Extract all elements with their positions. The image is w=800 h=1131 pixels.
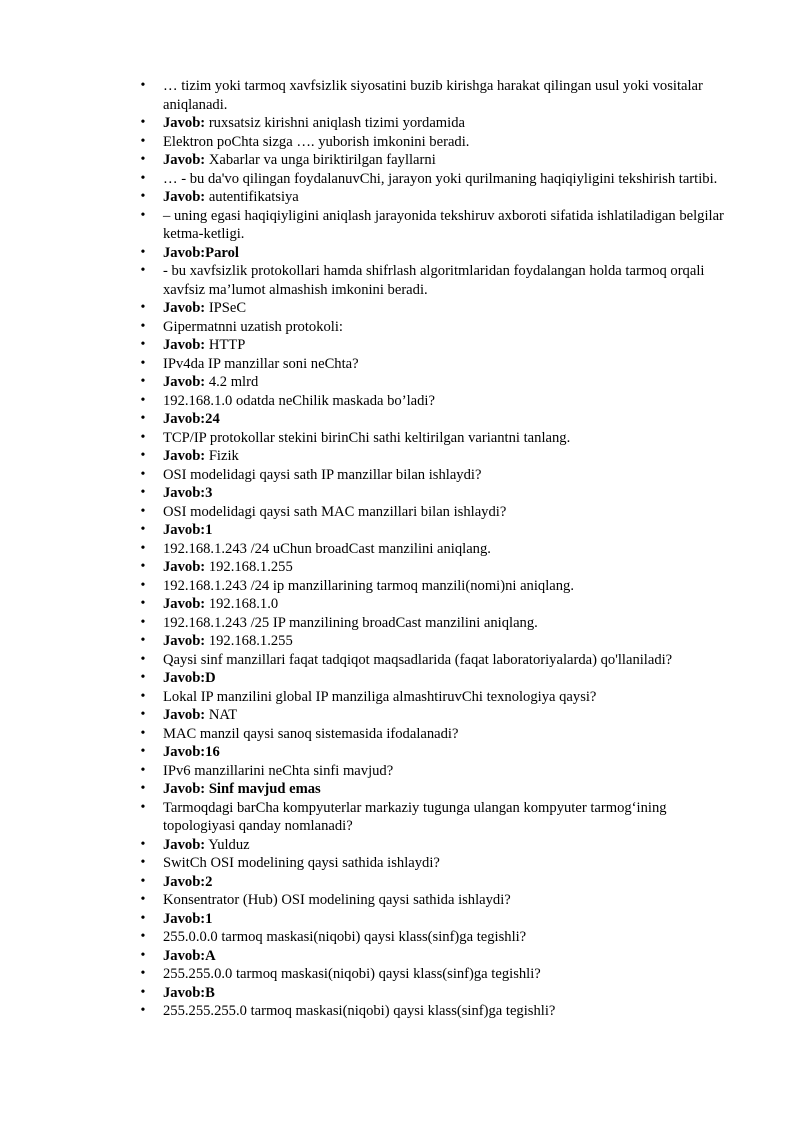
bullet-icon: • — [140, 374, 146, 389]
bullet-icon: • — [140, 170, 146, 186]
answer-label: Javob: — [163, 744, 206, 760]
bullet-icon: • — [140, 152, 146, 167]
question-item — [136, 133, 736, 152]
answer-item — [136, 780, 736, 799]
bullet-icon: • — [140, 318, 146, 334]
question-text: Qaysi sinf manzillari faqat tadqiqot maqsadlarida (faqat laboratoriyalarda) qo'llaniladi? — [163, 651, 673, 668]
bullet-icon: • — [140, 596, 146, 611]
bullet-icon: • — [140, 1003, 146, 1018]
answer-text: A — [205, 947, 216, 964]
question-item — [136, 540, 736, 559]
question-item — [136, 614, 736, 633]
answer-item — [136, 373, 736, 392]
bullet-icon: • — [140, 947, 146, 963]
bullet-icon: • — [140, 781, 146, 796]
question-text: … - bu da'vo qilingan foydalanuvChi, jarayon yoki qurilmaning haqiqiyligini tekshirish tartibi. — [163, 170, 718, 187]
answer-item — [136, 706, 736, 725]
answer-text: Yulduz — [205, 836, 250, 853]
question-item — [136, 762, 736, 781]
answer-label: Javob: — [163, 189, 206, 205]
question-text: … tizim yoki tarmoq xavfsizlik siyosatini buzib kirishga harakat qilingan usul yoki vositalar aniqlanadi. — [163, 78, 703, 113]
answer-label: Javob: — [163, 374, 206, 390]
answer-item — [136, 669, 736, 688]
answer-text: NAT — [205, 707, 238, 723]
question-text: – uning egasi haqiqiyligini aniqlash jarayonida tekshiruv axboroti sifatida ishlatiladigan belgilar ketma-ketligi. — [163, 207, 724, 242]
question-text: IPv4da IP manzillar soni neChta? — [163, 355, 359, 372]
answer-text: 1 — [205, 910, 213, 927]
answer-item — [136, 188, 736, 207]
answer-text: HTTP — [205, 337, 246, 353]
answer-label: Javob: — [163, 559, 206, 575]
bullet-icon: • — [140, 559, 146, 574]
answer-item — [136, 151, 736, 170]
answer-label: Javob: — [163, 781, 206, 797]
answer-label: Javob: — [163, 873, 206, 890]
bullet-icon: • — [140, 133, 146, 149]
bullet-icon: • — [140, 540, 146, 556]
answer-label: Javob: — [163, 633, 206, 649]
answer-item — [136, 521, 736, 540]
answer-label: Javob: — [163, 411, 206, 427]
bullet-icon: • — [140, 337, 146, 352]
question-text: Lokal IP manzilini global IP manziliga almashtiruvChi texnologiya qaysi? — [163, 688, 597, 705]
question-text: Elektron poChta sizga …. yuborish imkonini beradi. — [163, 133, 470, 150]
answer-item — [136, 484, 736, 503]
bullet-icon: • — [140, 855, 146, 870]
answer-text: Parol — [205, 244, 239, 261]
bullet-icon: • — [140, 614, 146, 630]
bullet-icon: • — [140, 966, 146, 981]
answer-label: Javob: — [163, 337, 206, 353]
bullet-icon: • — [140, 929, 146, 944]
question-item — [136, 1002, 736, 1021]
question-item — [136, 466, 736, 485]
question-item — [136, 170, 736, 189]
question-text: SwitCh OSI modelining qaysi sathida ishlaydi? — [163, 855, 440, 871]
question-text: OSI modelidagi qaysi sath MAC manzillari bilan ishlaydi? — [163, 503, 507, 520]
question-text: 192.168.1.243 /25 IP manzilining broadCast manzilini aniqlang. — [163, 614, 538, 631]
answer-label: Javob: — [163, 244, 206, 261]
bullet-icon: • — [140, 651, 146, 667]
question-text: 255.0.0.0 tarmoq maskasi(niqobi) qaysi klass(sinf)ga tegishli? — [163, 929, 527, 945]
bullet-icon: • — [140, 115, 146, 130]
question-text: IPv6 manzillarini neChta sinfi mavjud? — [163, 762, 394, 779]
answer-label: Javob: — [163, 300, 206, 316]
answer-text: D — [205, 670, 216, 686]
answer-text: 24 — [205, 411, 220, 427]
bullet-icon: • — [140, 910, 146, 926]
answer-text: ruxsatsiz kirishni aniqlash tizimi yordamida — [205, 115, 465, 131]
question-item — [136, 725, 736, 744]
answer-text: 192.168.1.255 — [205, 633, 293, 649]
bullet-icon: • — [140, 411, 146, 426]
answer-label: Javob: — [163, 910, 206, 927]
answer-label: Javob: — [163, 152, 206, 168]
bullet-icon: • — [140, 725, 146, 741]
question-item — [136, 651, 736, 670]
bullet-icon: • — [140, 355, 146, 371]
answer-text: 192.168.1.255 — [205, 559, 293, 575]
bullet-icon: • — [140, 207, 146, 223]
bullet-icon: • — [140, 466, 146, 482]
answer-label: Javob: — [163, 984, 206, 1001]
answer-text: Fizik — [205, 448, 239, 464]
answer-label: Javob: — [163, 836, 206, 853]
question-item — [136, 355, 736, 374]
answer-text: 192.168.1.0 — [205, 596, 279, 612]
answer-label: Javob: — [163, 596, 206, 612]
question-text: Tarmoqdagi barCha kompyuterlar markaziy tugunga ulangan kompyuter tarmog‘ining topologiyasi qanday nomlanadi? — [163, 799, 667, 834]
bullet-icon: • — [140, 244, 146, 260]
answer-text: 4.2 mlrd — [205, 374, 259, 390]
answer-label: Javob: — [163, 670, 206, 686]
question-item — [136, 262, 736, 299]
question-item — [136, 854, 736, 873]
answer-text: Xabarlar va unga biriktirilgan fayllarni — [205, 152, 436, 168]
question-text: 255.255.0.0 tarmoq maskasi(niqobi) qaysi klass(sinf)ga tegishli? — [163, 966, 541, 982]
bullet-icon: • — [140, 78, 146, 93]
answer-item — [136, 984, 736, 1003]
answer-label: Javob: — [163, 485, 206, 501]
bullet-icon: • — [140, 836, 146, 852]
bullet-icon: • — [140, 688, 146, 704]
question-text: Konsentrator (Hub) OSI modelining qaysi sathida ishlaydi? — [163, 892, 511, 908]
answer-item — [136, 410, 736, 429]
question-text: 192.168.1.0 odatda neChilik maskada bo’ladi? — [163, 392, 435, 409]
bullet-icon: • — [140, 744, 146, 759]
answer-text: 16 — [205, 744, 220, 760]
answer-item — [136, 244, 736, 263]
question-item — [136, 392, 736, 411]
answer-label: Javob: — [163, 947, 206, 964]
answer-item — [136, 743, 736, 762]
answer-item — [136, 558, 736, 577]
answer-item — [136, 947, 736, 966]
answer-item — [136, 447, 736, 466]
question-item — [136, 318, 736, 337]
question-item — [136, 77, 736, 114]
question-item — [136, 577, 736, 596]
question-text: 255.255.255.0 tarmoq maskasi(niqobi) qaysi klass(sinf)ga tegishli? — [163, 1003, 556, 1019]
question-text: TCP/IP protokollar stekini birinChi sathi keltirilgan variantni tanlang. — [163, 429, 571, 446]
question-item — [136, 965, 736, 984]
bullet-icon: • — [140, 392, 146, 408]
answer-item — [136, 114, 736, 133]
question-text: Gipermatnni uzatish protokoli: — [163, 318, 343, 335]
bullet-icon: • — [140, 429, 146, 445]
bullet-icon: • — [140, 892, 146, 907]
answer-text: Sinf mavjud emas — [205, 781, 321, 797]
bullet-icon: • — [140, 984, 146, 1000]
question-text: - bu xavfsizlik protokollari hamda shifrlash algoritmlaridan foydalangan holda tarmoq orqali xavfsiz ma’lumot almashish imkonini beradi. — [163, 263, 705, 298]
answer-label: Javob: — [163, 115, 206, 131]
bullet-icon: • — [140, 799, 146, 815]
bullet-icon: • — [140, 263, 146, 278]
question-text: OSI modelidagi qaysi sath IP manzillar bilan ishlaydi? — [163, 466, 482, 483]
bullet-icon: • — [140, 503, 146, 519]
question-item — [136, 799, 736, 836]
question-item — [136, 503, 736, 522]
answer-text: autentifikatsiya — [205, 189, 299, 205]
bullet-icon: • — [140, 577, 146, 593]
question-item — [136, 207, 736, 244]
question-item — [136, 928, 736, 947]
bullet-icon: • — [140, 522, 146, 537]
answer-item — [136, 632, 736, 651]
answer-item — [136, 336, 736, 355]
answer-item — [136, 595, 736, 614]
answer-label: Javob: — [163, 707, 206, 723]
bullet-icon: • — [140, 670, 146, 685]
answer-item — [136, 910, 736, 929]
bullet-icon: • — [140, 762, 146, 778]
question-item — [136, 891, 736, 910]
answer-text: 2 — [205, 873, 213, 890]
question-item — [136, 429, 736, 448]
answer-item — [136, 299, 736, 318]
answer-text: IPSeC — [205, 300, 247, 316]
answer-text: 1 — [205, 522, 213, 538]
bullet-icon: • — [140, 873, 146, 889]
question-item — [136, 688, 736, 707]
bullet-icon: • — [140, 633, 146, 648]
answer-item — [136, 873, 736, 892]
bullet-icon: • — [140, 448, 146, 463]
answer-item — [136, 836, 736, 855]
answer-text: B — [205, 984, 215, 1001]
bullet-icon: • — [140, 485, 146, 500]
answer-label: Javob: — [163, 448, 206, 464]
question-text: MAC manzil qaysi sanoq sistemasida ifodalanadi? — [163, 725, 459, 742]
bullet-icon: • — [140, 300, 146, 315]
bullet-icon: • — [140, 189, 146, 204]
question-answer-list — [136, 77, 736, 1021]
question-text: 192.168.1.243 /24 ip manzillarining tarmoq manzili(nomi)ni aniqlang. — [163, 577, 574, 594]
answer-text: 3 — [205, 485, 213, 501]
question-text: 192.168.1.243 /24 uChun broadCast manzilini aniqlang. — [163, 540, 491, 557]
answer-label: Javob: — [163, 522, 206, 538]
bullet-icon: • — [140, 707, 146, 722]
